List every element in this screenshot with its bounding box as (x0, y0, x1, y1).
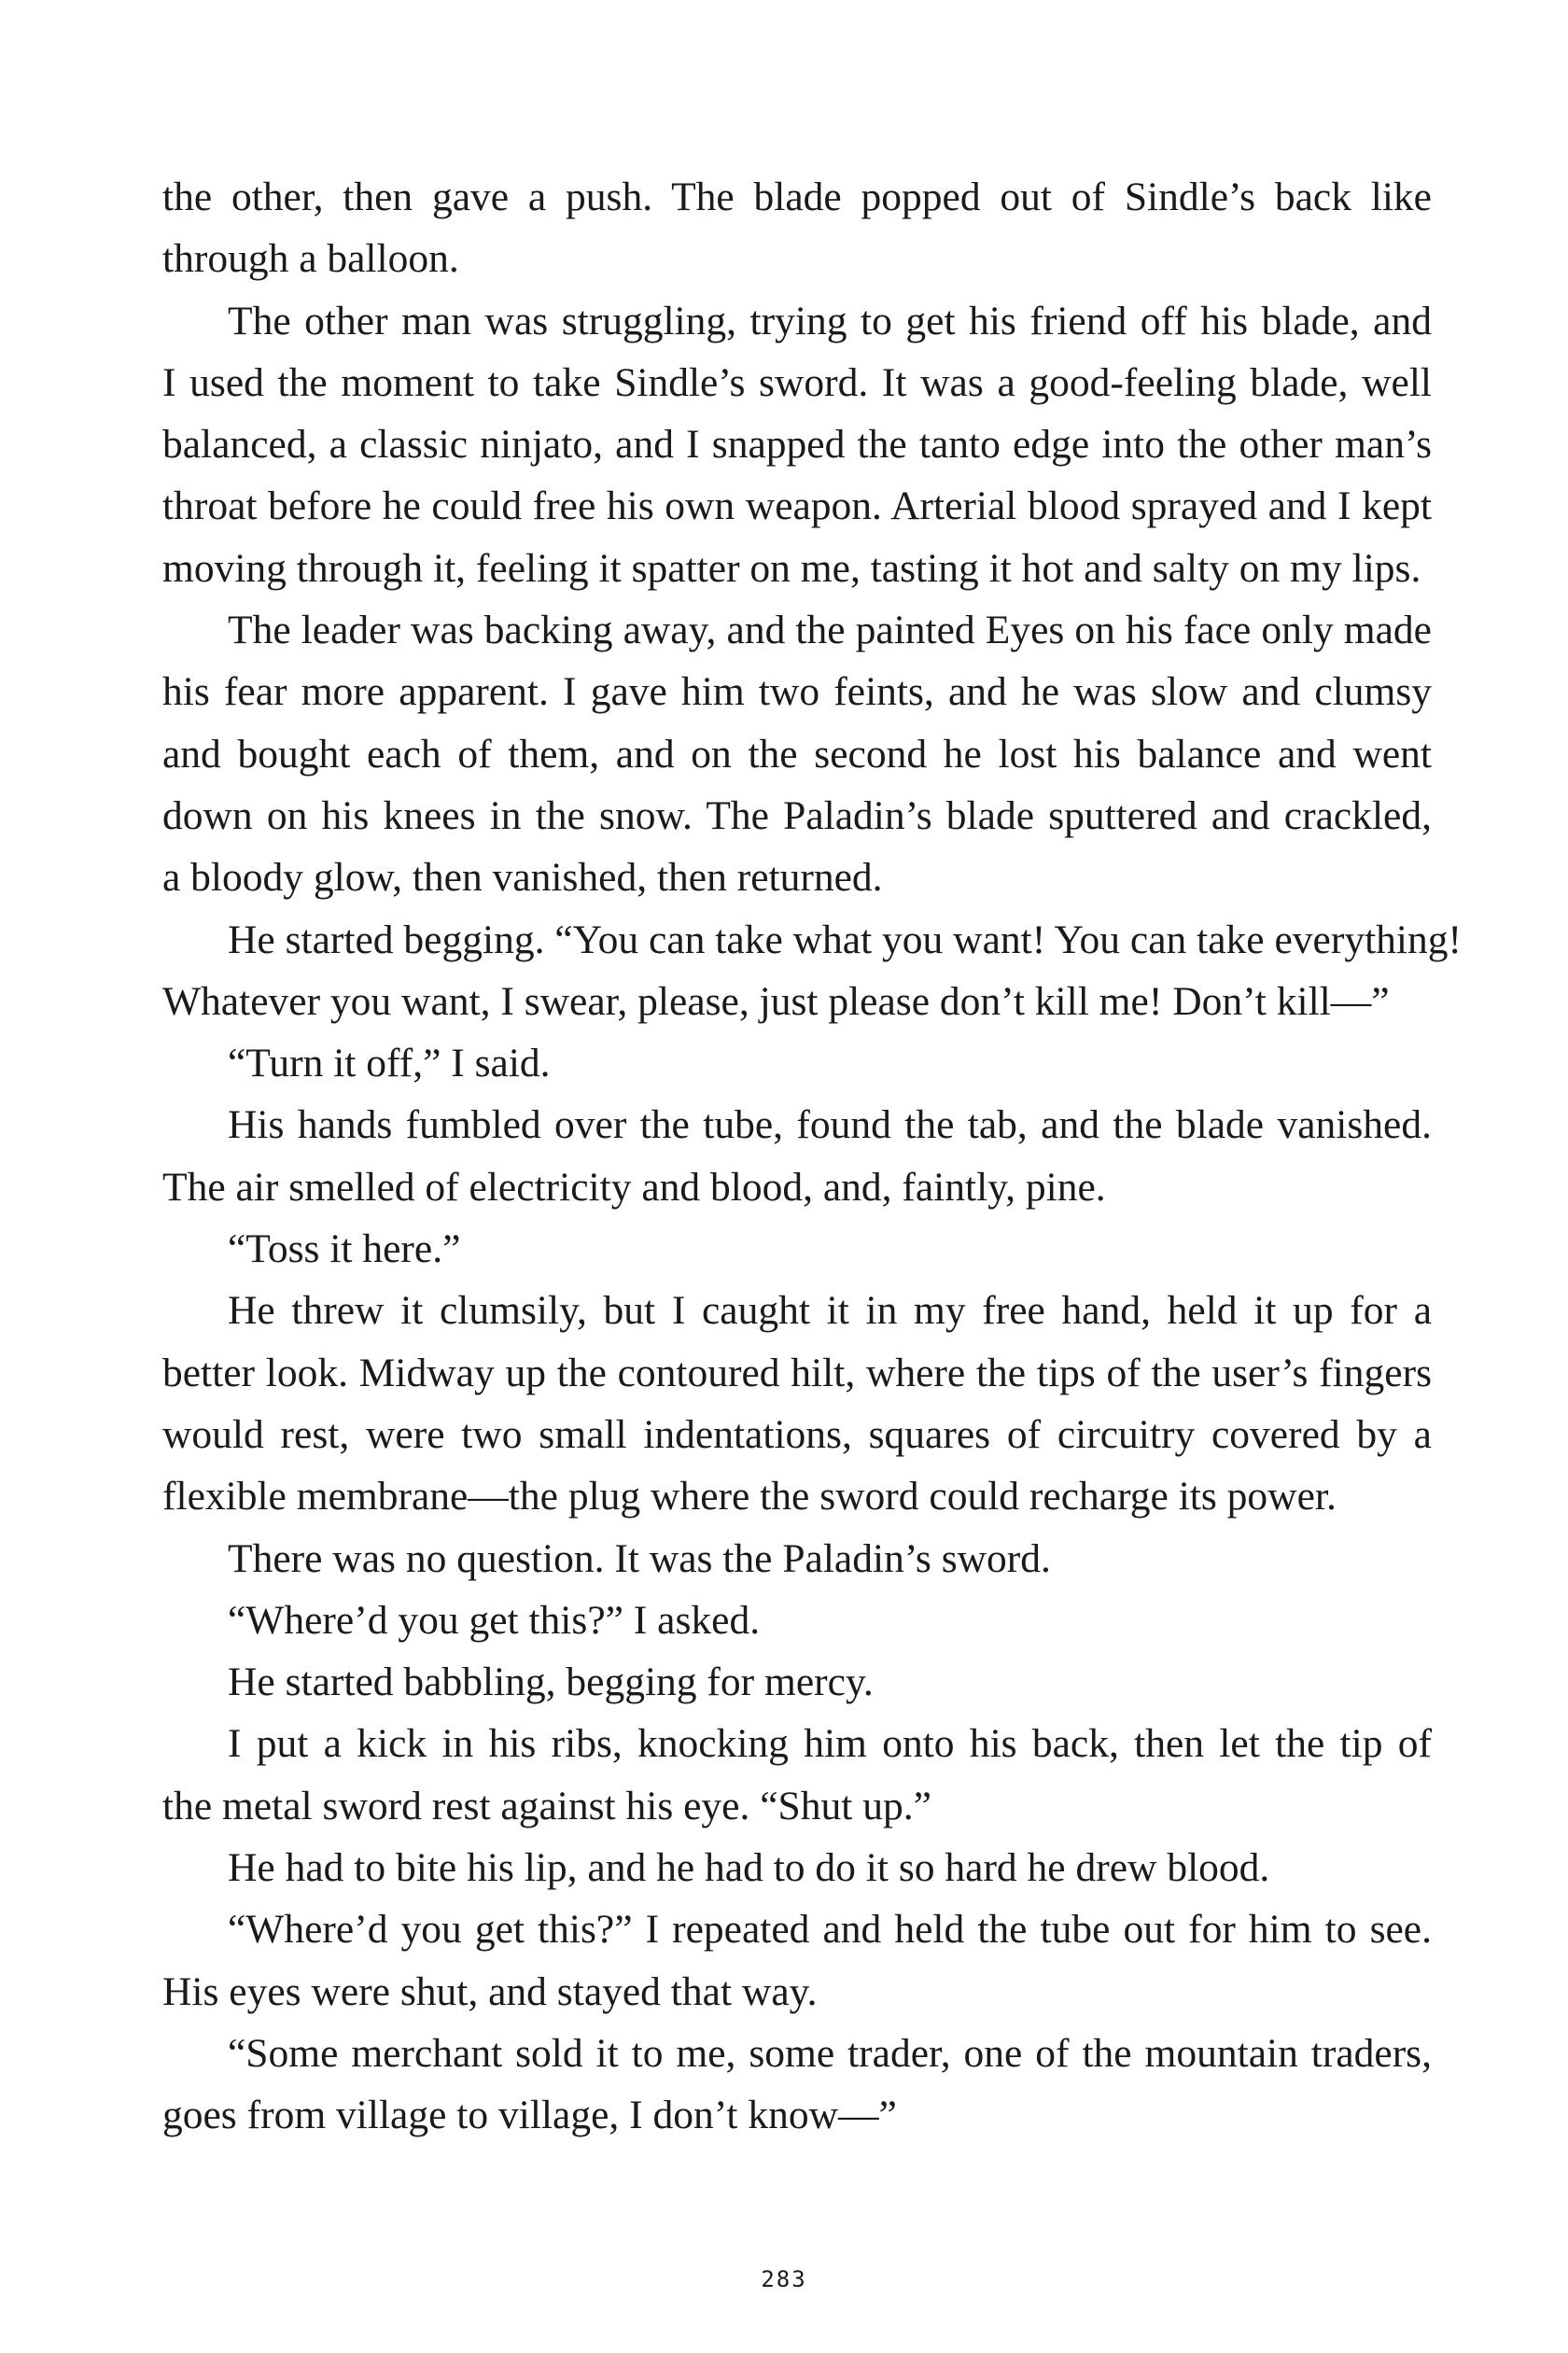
text-line: “Where’d you get this?” I asked. (228, 1597, 761, 1643)
text-line: throat before he could free his own weapon. Arterial blood sprayed and I kept (162, 483, 1432, 529)
text-line: The air smelled of electricity and blood, and, faintly, pine. (162, 1164, 1106, 1210)
body-text (162, 166, 1462, 2147)
text-line: and bought each of them, and on the second he lost his balance and went (162, 731, 1432, 777)
text-line: Whatever you want, I swear, please, just please don’t kill me! Don’t kill—” (162, 978, 1390, 1024)
text-line: down on his knees in the snow. The Paladin’s blade sputtered and crackled, (162, 792, 1432, 838)
text-line: moving through it, feeling it spatter on me, tasting it hot and salty on my lips. (162, 545, 1421, 591)
text-line: He had to bite his lip, and he had to do it so hard he drew blood. (228, 1845, 1270, 1891)
text-line: “Toss it here.” (228, 1226, 461, 1272)
text-line: through a balloon. (162, 236, 459, 282)
text-line: the other, then gave a push. The blade popped out of Sindle’s back like (162, 175, 1432, 219)
page-number: 283 (761, 2266, 807, 2292)
text-line: The leader was backing away, and the painted Eyes on his face only made (228, 608, 1432, 653)
text-line: His eyes were shut, and stayed that way. (162, 1968, 818, 2014)
text-line: The other man was struggling, trying to get his friend off his blade, and (228, 298, 1432, 343)
text-line: balanced, a classic ninjato, and I snapped the tanto edge into the other man’s (162, 422, 1432, 468)
text-line: He threw it clumsily, but I caught it in my free hand, held it up for a (228, 1288, 1432, 1334)
text-line: flexible membrane—the plug where the sword could recharge its power. (162, 1474, 1337, 1520)
text-line: goes from village to village, I don’t know—” (162, 2093, 897, 2138)
text-line: “Where’d you get this?” I repeated and held the tube out for him to see. (228, 1907, 1432, 1953)
text-line: a bloody glow, then vanished, then returned. (162, 855, 883, 901)
text-line: He started begging. “You can take what you want! You can take everything! (228, 917, 1462, 962)
text-line: I used the moment to take Sindle’s sword. It was a good-feeling blade, well (162, 359, 1432, 405)
text-line: He started babbling, begging for mercy. (228, 1660, 874, 1705)
text-line: “Some merchant sold it to me, some trader, one of the mountain traders, (228, 2030, 1432, 2076)
text-line: better look. Midway up the contoured hilt, where the tips of the user’s fingers (162, 1350, 1432, 1395)
text-line: his fear more apparent. I gave him two feints, and he was slow and clumsy (162, 669, 1432, 715)
text-line: His hands fumbled over the tube, found the tab, and the blade vanished. (228, 1102, 1432, 1148)
text-line: the metal sword rest against his eye. “Shut up.” (162, 1783, 931, 1828)
text-line: There was no question. It was the Paladin’s sword. (228, 1535, 1051, 1581)
text-line: would rest, were two small indentations, squares of circuitry covered by a (162, 1411, 1432, 1457)
text-line: “Turn it off,” I said. (228, 1041, 551, 1086)
text-line: I put a kick in his ribs, knocking him onto his back, then let the tip of (228, 1721, 1432, 1767)
